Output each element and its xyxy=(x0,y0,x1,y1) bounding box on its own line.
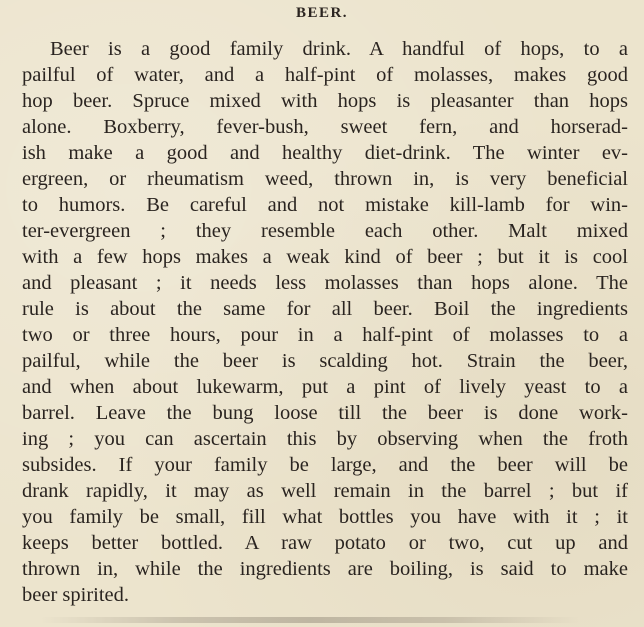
text-line: Beer is a good family drink. A handful of hops, to a xyxy=(50,38,628,60)
text-line: ergreen, or rheumatism weed, thrown in, is very beneficial xyxy=(22,168,628,190)
text-line: with a few hops makes a weak kind of beer ; but it is cool xyxy=(22,246,628,268)
text-line: to humors. Be careful and not mistake kill-lamb for win- xyxy=(22,194,628,216)
text-line: alone. Boxberry, fever-bush, sweet fern, and horserad- xyxy=(22,116,628,138)
text-line: ing ; you can ascertain this by observing when the froth xyxy=(22,428,628,450)
text-line: keeps better bottled. A raw potato or two, cut up and xyxy=(22,532,628,554)
text-line: drank rapidly, it may as well remain in the barrel ; but if xyxy=(22,480,628,502)
text-line: ter-evergreen ; they resemble each other. Malt mixed xyxy=(22,220,628,242)
text-line: and when about lukewarm, put a pint of lively yeast to a xyxy=(22,376,628,398)
text-line: two or three hours, pour in a half-pint of molasses to a xyxy=(22,324,628,346)
text-line: hop beer. Spruce mixed with hops is pleasanter than hops xyxy=(22,90,628,112)
text-line: beer spirited. xyxy=(22,584,130,606)
text-line: and pleasant ; it needs less molasses than hops alone. The xyxy=(22,272,628,294)
text-line: thrown in, while the ingredients are boiling, is said to make xyxy=(22,558,628,580)
text-line: pailful, while the beer is scalding hot. Strain the beer, xyxy=(22,350,628,372)
next-line-fragment xyxy=(40,617,580,623)
text-line: pailful of water, and a half-pint of molasses, makes good xyxy=(22,64,628,86)
text-line: ish make a good and healthy diet-drink. The winter ev- xyxy=(22,142,628,164)
text-line: barrel. Leave the bung loose till the beer is done work- xyxy=(22,402,628,424)
text-line: rule is about the same for all beer. Boil the ingredients xyxy=(22,298,628,320)
text-line: you family be small, fill what bottles you have with it ; it xyxy=(22,506,628,528)
body-text xyxy=(22,36,628,608)
text-line: subsides. If your family be large, and the beer will be xyxy=(22,454,628,476)
page-title: BEER. xyxy=(295,5,349,21)
